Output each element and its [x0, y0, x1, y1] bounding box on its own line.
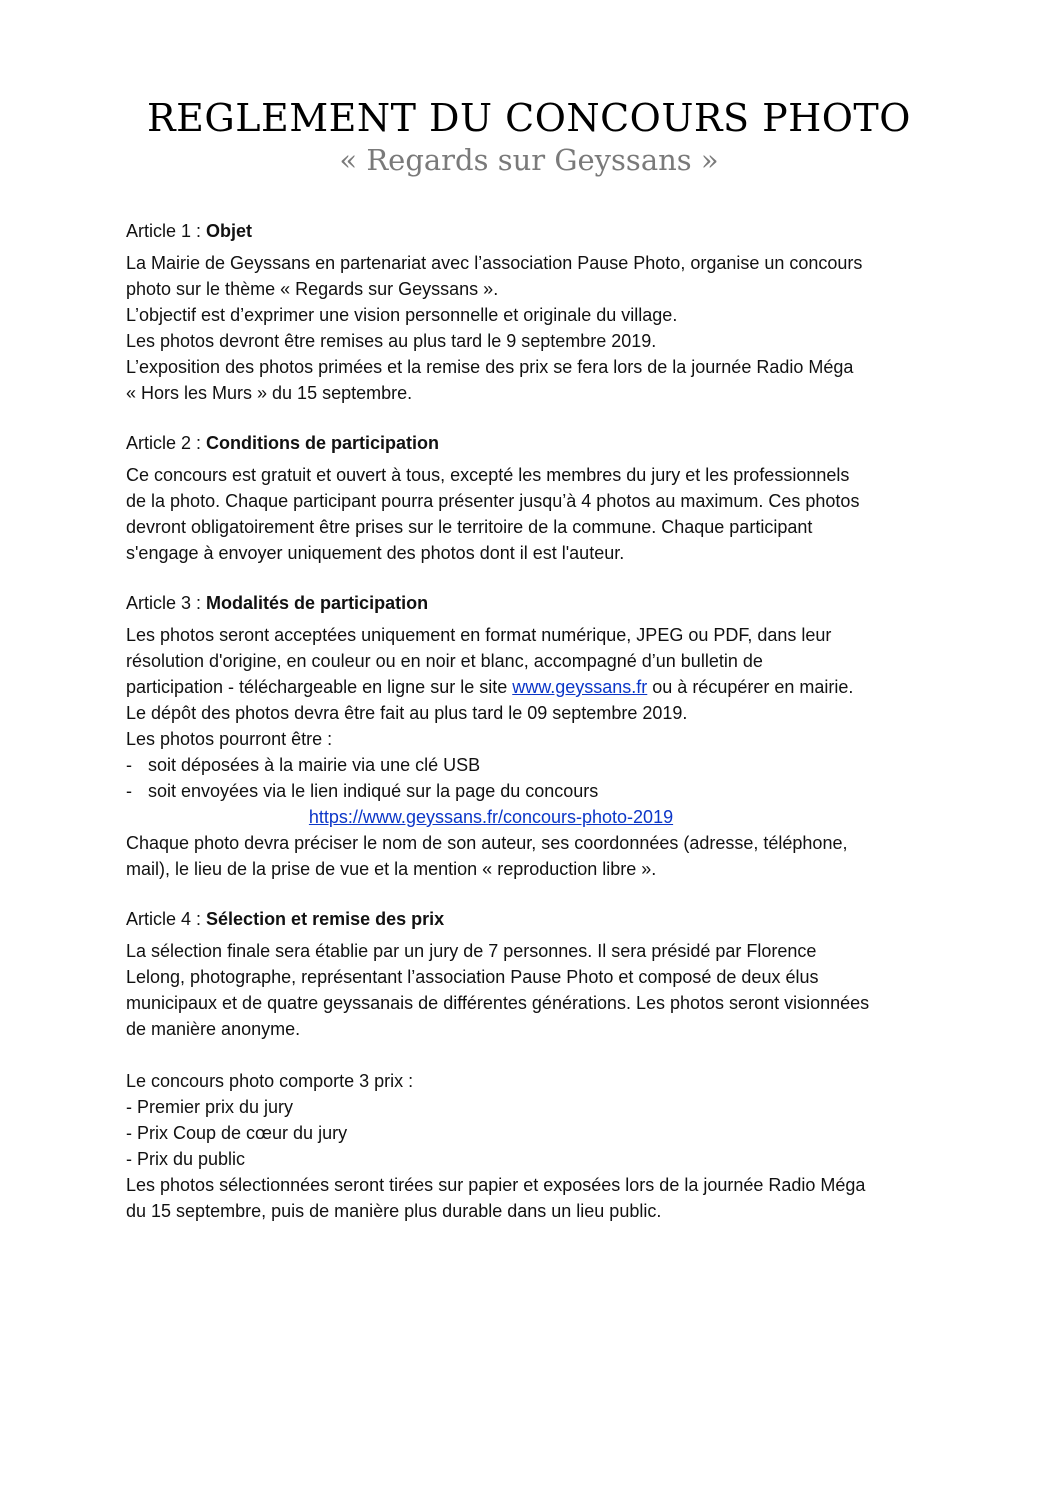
bullet-text: soit déposées à la mairie via une clé USB	[148, 755, 481, 775]
paragraph-line: municipaux et de quatre geyssanais de différentes générations. Les photos seront visionnées	[126, 993, 870, 1013]
paragraph-line: « Hors les Murs » du 15 septembre.	[126, 383, 413, 403]
article3-heading	[126, 590, 946, 616]
paragraph-line: Les photos seront acceptées uniquement en format numérique, JPEG ou PDF, dans leur	[126, 625, 832, 645]
bullet-item	[126, 778, 946, 804]
text-segment: ou à récupérer en mairie.	[647, 677, 854, 697]
document-subtitle: « Regards sur Geyssans »	[339, 143, 719, 177]
paragraph-line: du 15 septembre, puis de manière plus durable dans un lieu public.	[126, 1201, 662, 1221]
article3-prefix: Article 3 :	[126, 593, 207, 613]
paragraph-line: Le dépôt des photos devra être fait au plus tard le 09 septembre 2019.	[126, 703, 688, 723]
prize-item: - Prix Coup de cœur du jury	[126, 1123, 348, 1143]
paragraph-line: Les photos pourront être :	[126, 729, 333, 749]
paragraph-line: La Mairie de Geyssans en partenariat avec l’association Pause Photo, organise un concours	[126, 253, 863, 273]
paragraph-line: Chaque photo devra préciser le nom de son auteur, ses coordonnées (adresse, téléphone,	[126, 833, 848, 853]
paragraph-line: de la photo. Chaque participant pourra présenter jusqu’à 4 photos au maximum. Ces photos	[126, 491, 860, 511]
bullet-dash: -	[126, 781, 132, 801]
paragraph-line: de manière anonyme.	[126, 1019, 301, 1039]
paragraph-line: La sélection finale sera établie par un jury de 7 personnes. Il sera présidé par Florence	[126, 941, 817, 961]
paragraph-line: L’objectif est d’exprimer une vision personnelle et originale du village.	[126, 305, 678, 325]
paragraph-line: Ce concours est gratuit et ouvert à tous, excepté les membres du jury et les professionnels	[126, 465, 850, 485]
paragraph-line: Lelong, photographe, représentant l’association Pause Photo et composé de deux élus	[126, 967, 819, 987]
article2-heading	[126, 430, 946, 456]
contest-link-line	[126, 804, 946, 830]
text-segment: participation - téléchargeable en ligne sur le site	[126, 677, 513, 697]
article3-title: Modalités de participation	[206, 593, 429, 613]
website-link[interactable]: www.geyssans.fr	[512, 677, 648, 697]
document-body	[126, 218, 946, 1224]
paragraph-line: s'engage à envoyer uniquement des photos dont il est l'auteur.	[126, 543, 625, 563]
prizes-intro: Le concours photo comporte 3 prix :	[126, 1071, 414, 1091]
paragraph-line: devront obligatoirement être prises sur le territoire de la commune. Chaque participant	[126, 517, 813, 537]
paragraph-line: L’exposition des photos primées et la remise des prix se fera lors de la journée Radio Méga	[126, 357, 854, 377]
article4-prefix: Article 4 :	[126, 909, 207, 929]
bullet-text: soit envoyées via le lien indiqué sur la page du concours	[148, 781, 599, 801]
article2-title: Conditions de participation	[206, 433, 440, 453]
article4-heading	[126, 906, 946, 932]
paragraph-line: résolution d'origine, en couleur ou en noir et blanc, accompagné d’un bulletin de	[126, 651, 763, 671]
paragraph-line: Les photos sélectionnées seront tirées sur papier et exposées lors de la journée Radio Méga	[126, 1175, 866, 1195]
article1-title: Objet	[206, 221, 253, 241]
bullet-dash: -	[126, 755, 132, 775]
prize-item: - Prix du public	[126, 1149, 246, 1169]
prize-item: - Premier prix du jury	[126, 1097, 294, 1117]
article4-title: Sélection et remise des prix	[206, 909, 445, 929]
document-title: REGLEMENT DU CONCOURS PHOTO	[147, 96, 911, 140]
paragraph-line: mail), le lieu de la prise de vue et la mention « reproduction libre ».	[126, 859, 657, 879]
contest-page-link[interactable]: https://www.geyssans.fr/concours-photo-2019	[308, 807, 674, 827]
paragraph-line	[126, 674, 946, 700]
article2-prefix: Article 2 :	[126, 433, 207, 453]
paragraph-line: photo sur le thème « Regards sur Geyssans ».	[126, 279, 499, 299]
bullet-item	[126, 752, 946, 778]
article1-heading	[126, 218, 946, 244]
paragraph-line: Les photos devront être remises au plus tard le 9 septembre 2019.	[126, 331, 657, 351]
article1-prefix: Article 1 :	[126, 221, 207, 241]
